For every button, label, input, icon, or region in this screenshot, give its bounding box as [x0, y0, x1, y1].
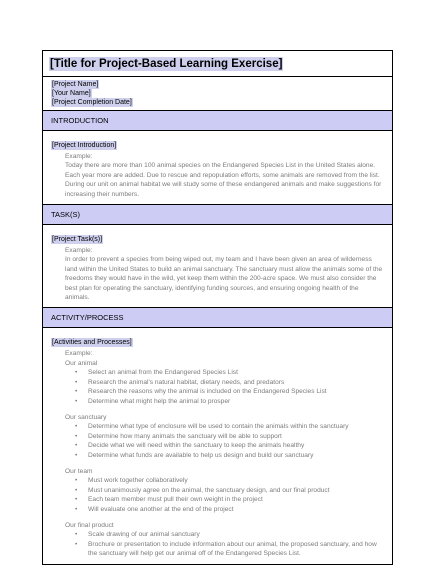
activity-section: [43, 328, 392, 563]
list-item: • Each team member must pull their own weight in the project: [75, 495, 384, 504]
document-title[interactable]: [Title for Project-Based Learning Exercise]: [50, 57, 283, 70]
activities-processes-field[interactable]: [Activities and Processes]: [52, 339, 132, 347]
bullet-list: [51, 530, 384, 558]
list-item: • Research the animal's natural habitat, dietary needs, and predators: [75, 378, 384, 387]
tasks-example-label: Example:: [65, 247, 93, 255]
bullet-list: [51, 422, 384, 460]
tasks-section: [43, 225, 392, 308]
tasks-paragraph: In order to prevent a species from being wiped out, my team and I have been given an area of wilderness land within the United States to build an animal sanctuary. The sanctuary must allow the animals some of the freedoms they would have in the wild, yet keep them within the 200-acre space. We must also consider the best plan for operating the sanctuary, identifying funding sources, and ensuring ongoing health of the animals.: [65, 256, 383, 302]
list-item: • Select an animal from the Endangered Species List: [75, 368, 384, 377]
project-tasks-field[interactable]: [Project Task(s)]: [52, 236, 103, 244]
bullet-list: [51, 476, 384, 514]
list-item: • Must work together collaboratively: [75, 476, 384, 485]
list-item: • Determine what might help the animal to prosper: [75, 397, 384, 406]
project-introduction-field[interactable]: [Project Introduction]: [52, 142, 117, 149]
intro-example-label: Example:: [65, 153, 93, 160]
group-title: Our final product: [65, 521, 114, 529]
introduction-section: [43, 131, 392, 205]
activity-heading: ACTIVITY/PROCESS: [43, 308, 392, 328]
intro-paragraph: Today there are more than 100 animal species on the Endangered Species List in the United States alone. Each year more are added. Due to rescue and repopulation efforts, some animals are removed from the list. During our unit on animal habitat we will study some of these endangered animals and make suggestions for increasing their numbers.: [65, 162, 382, 198]
list-item: • Research the reasons why the animal is included on the Endangered Species List: [75, 387, 384, 396]
introduction-heading: INTRODUCTION: [43, 111, 392, 131]
list-item: • Will evaluate one another at the end of the project: [75, 505, 384, 514]
project-meta: [43, 77, 392, 111]
title-row: [43, 51, 392, 77]
bullet-list: [51, 368, 384, 406]
your-name-field[interactable]: [Your Name]: [52, 90, 91, 97]
list-item: • Decide what we will need within the sanctuary to keep the animals healthy: [75, 441, 384, 450]
group-title: Our team: [65, 467, 93, 475]
list-item: • Determine how many animals the sanctuary will be able to support: [75, 432, 384, 441]
tasks-heading: TASK(S): [43, 205, 392, 225]
list-item: • Determine what funds are available to help us design and build our sanctuary: [75, 451, 384, 460]
project-name-field[interactable]: [Project Name]: [52, 81, 99, 88]
document-frame: [42, 50, 393, 565]
completion-date-field[interactable]: [Project Completion Date]: [52, 99, 132, 106]
activity-example-label: Example:: [65, 350, 93, 358]
list-item: • Determine what type of enclosure will be used to contain the animals within the sanctuary: [75, 422, 384, 431]
list-item: • Scale drawing of our animal sanctuary: [75, 530, 384, 539]
group-title: Our animal: [65, 359, 98, 367]
group-title: Our sanctuary: [65, 413, 107, 421]
list-item: • Brochure or presentation to include information about our animal, the proposed sanctuary, and how the sanctuary will help get our animal off of the Endangered Species List.: [75, 540, 384, 559]
list-item: • Must unanimously agree on the animal, the sanctuary design, and our final product: [75, 486, 384, 495]
